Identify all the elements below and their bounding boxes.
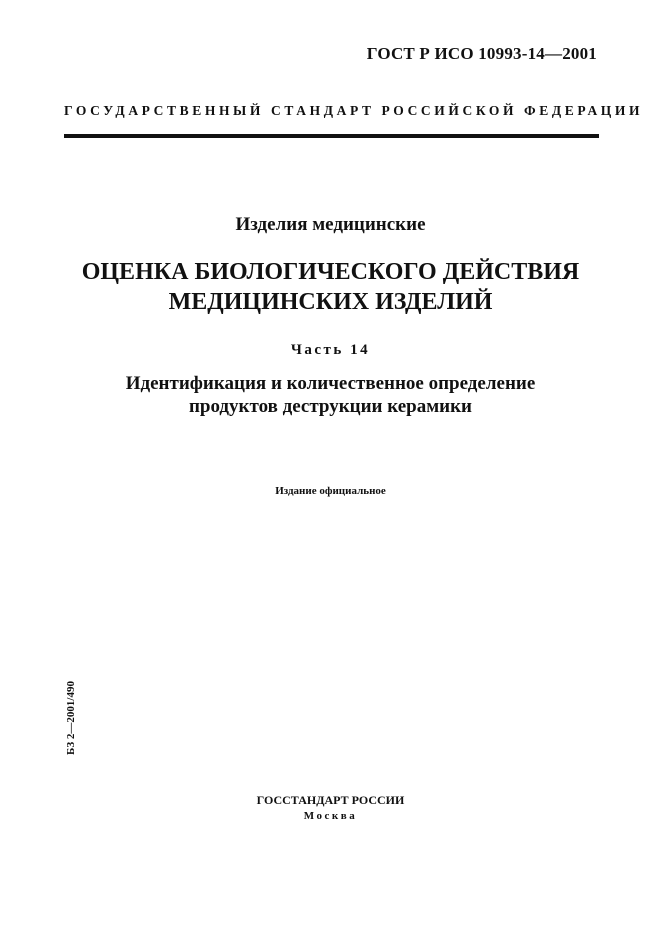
part-title-line-1: Идентификация и количественное определение xyxy=(125,373,536,394)
part-title-line-2: продуктов деструкции керамики xyxy=(188,396,473,417)
catalog-code: БЗ 2—2001/490 xyxy=(65,681,77,755)
publication-city: Москва xyxy=(303,810,358,822)
main-title-line-2: МЕДИЦИНСКИХ ИЗДЕЛИЙ xyxy=(168,289,493,315)
edition-note: Издание официальное xyxy=(275,485,386,497)
subject-heading: Изделия медицинские xyxy=(235,214,426,235)
publisher: ГОССТАНДАРТ РОССИИ xyxy=(256,793,405,807)
organization-header: ГОСУДАРСТВЕННЫЙ СТАНДАРТ РОССИЙСКОЙ ФЕДЕРАЦИИ xyxy=(64,103,644,118)
main-title xyxy=(0,257,661,317)
document-number: ГОСТ Р ИСО 10993-14—2001 xyxy=(366,44,597,63)
part-title xyxy=(0,372,661,418)
part-label: Часть 14 xyxy=(290,342,371,358)
main-title-line-1: ОЦЕНКА БИОЛОГИЧЕСКОГО ДЕЙСТВИЯ xyxy=(81,259,580,285)
header-divider xyxy=(64,134,599,138)
